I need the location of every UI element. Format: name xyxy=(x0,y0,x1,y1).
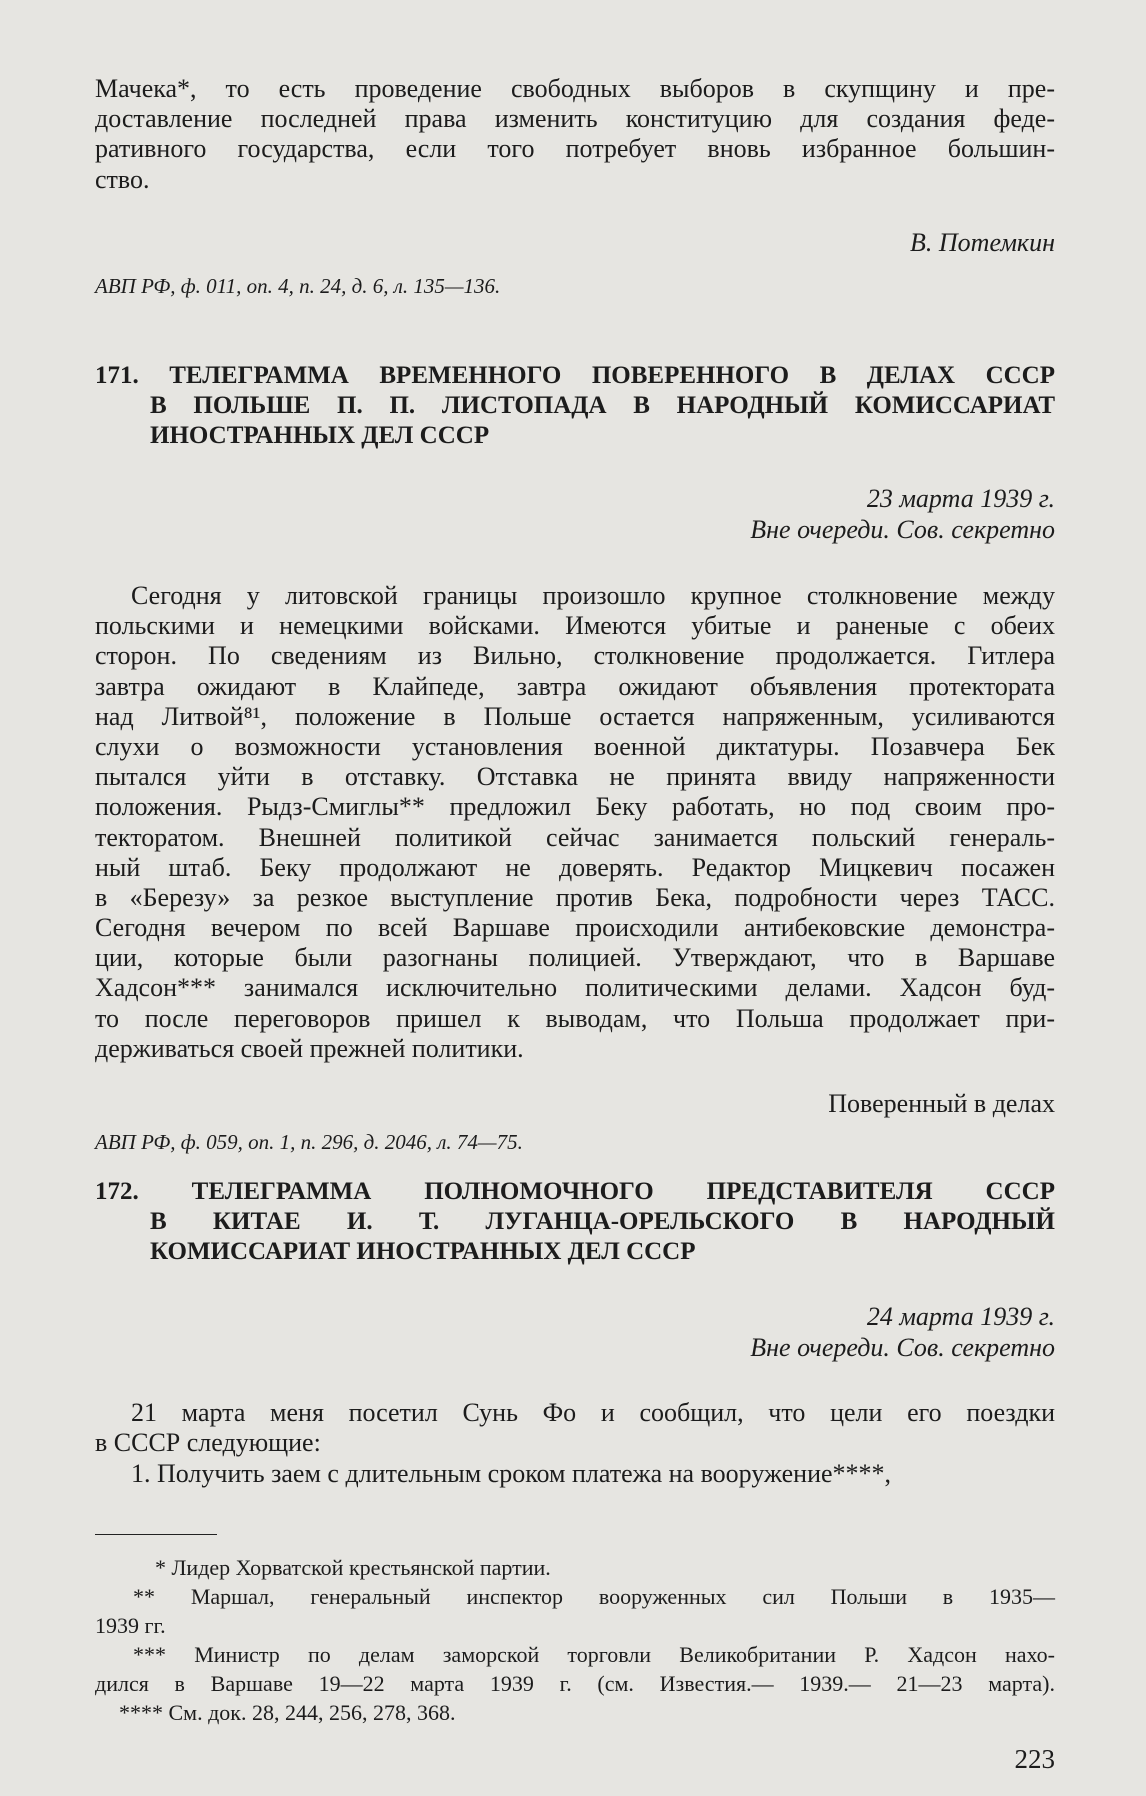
signature-potemkin: В. Потемкин xyxy=(910,228,1055,257)
document-172-item-1 xyxy=(95,1459,1055,1489)
signature-charge-daffaires: Поверенный в делах xyxy=(828,1089,1055,1118)
text-line: доставление последней права изменить конституцию для создания феде- xyxy=(95,104,1055,134)
text-line: 1. Получить заем с длительным сроком платежа на вооружение****, xyxy=(131,1459,892,1488)
footnote: ** Маршал, генеральный инспектор вооруженных сил Польши в 1935— xyxy=(133,1584,1055,1609)
continuation-paragraph xyxy=(95,74,1055,195)
text-line: ративного государства, если того потребует вновь избранное большин- xyxy=(95,134,1055,164)
footnote: дился в Варшаве 19—22 марта 1939 г. (см. Известия.— 1939.— 21—23 марта). xyxy=(95,1671,1055,1696)
text-line: ство. xyxy=(95,164,150,194)
heading-line: КОМИССАРИАТ ИНОСТРАННЫХ ДЕЛ СССР xyxy=(150,1238,696,1265)
document-171-body xyxy=(95,581,1055,1064)
document-171-heading xyxy=(95,361,1055,451)
text-line: Мачека*, то есть проведение свободных выборов в скупщину и пре- xyxy=(95,74,1055,103)
text-line: ный штаб. Беку продолжают не доверять. Редактор Мицкевич посажен xyxy=(95,852,1055,882)
text-line: Хадсон*** занимался исключительно политическими делами. Хадсон буд- xyxy=(95,973,1055,1003)
heading-line: В КИТАЕ И. Т. ЛУГАНЦА-ОРЕЛЬСКОГО В НАРОДНЫЙ xyxy=(150,1208,1055,1235)
document-172-heading xyxy=(95,1177,1055,1267)
footnotes xyxy=(95,1553,1055,1727)
footnote: *** Министр по делам заморской торговли Великобритании Р. Хадсон нахо- xyxy=(133,1642,1055,1667)
archive-reference: АВП РФ, ф. 059, оп. 1, п. 296, д. 2046, л. 74—75. xyxy=(95,1130,523,1154)
text-line: то после переговоров пришел к выводам, что Польша продолжает при- xyxy=(95,1003,1055,1033)
footnote: 1939 гг. xyxy=(95,1613,166,1638)
footnote: **** См. док. 28, 244, 256, 278, 368. xyxy=(119,1700,456,1725)
text-line: над Литвой⁸¹, положение в Польше остается напряженным, усиливаются xyxy=(95,701,1055,731)
archive-reference: АВП РФ, ф. 011, оп. 4, п. 24, д. 6, л. 135—136. xyxy=(95,274,501,298)
heading-line: 172. ТЕЛЕГРАММА ПОЛНОМОЧНОГО ПРЕДСТАВИТЕЛЯ СССР xyxy=(95,1178,1055,1205)
text-line: держиваться своей прежней политики. xyxy=(95,1033,524,1063)
text-line: сторон. По сведениям из Вильно, столкновение продолжается. Гитлера xyxy=(95,641,1055,671)
text-line: в СССР следующие: xyxy=(95,1428,321,1458)
text-line: Сегодня у литовской границы произошло крупное столкновение между xyxy=(131,581,1055,610)
text-line: пытался уйти в отставку. Отставка не принята ввиду напряженности xyxy=(95,762,1055,792)
document-172-body xyxy=(95,1398,1055,1458)
document-date: 23 марта 1939 г. xyxy=(866,484,1055,513)
text-line: польскими и немецкими войсками. Имеются убитые и раненые с обеих xyxy=(95,611,1055,641)
heading-line: 171. ТЕЛЕГРАММА ВРЕМЕННОГО ПОВЕРЕННОГО В ДЕЛАХ СССР xyxy=(95,362,1055,389)
text-line: завтра ожидают в Клайпеде, завтра ожидают объявления протектората xyxy=(95,671,1055,701)
text-line: положения. Рыдз-Смиглы** предложил Беку работать, но под своим про- xyxy=(95,792,1055,822)
heading-line: В ПОЛЬШЕ П. П. ЛИСТОПАДА В НАРОДНЫЙ КОМИССАРИАТ xyxy=(150,392,1055,419)
document-classification: Вне очереди. Сов. секретно xyxy=(750,1333,1055,1362)
footnote-divider xyxy=(95,1534,217,1535)
heading-line: ИНОСТРАННЫХ ДЕЛ СССР xyxy=(150,422,490,449)
text-line: Сегодня вечером по всей Варшаве происходили антибековские демонстра- xyxy=(95,913,1055,943)
text-line: в «Березу» за резкое выступление против Бека, подробности через ТАСС. xyxy=(95,882,1055,912)
text-line: ции, которые были разогнаны полицией. Утверждают, что в Варшаве xyxy=(95,943,1055,973)
page-number: 223 xyxy=(1014,1744,1055,1774)
text-line: 21 марта меня посетил Сунь Фо и сообщил, что цели его поездки xyxy=(131,1398,1055,1427)
footnote: * Лидер Хорватской крестьянской партии. xyxy=(155,1555,551,1580)
text-line: текторатом. Внешней политикой сейчас занимается польский генераль- xyxy=(95,822,1055,852)
text-line: слухи о возможности установления военной диктатуры. Позавчера Бек xyxy=(95,731,1055,761)
document-classification: Вне очереди. Сов. секретно xyxy=(750,515,1055,544)
document-date: 24 марта 1939 г. xyxy=(866,1302,1055,1331)
